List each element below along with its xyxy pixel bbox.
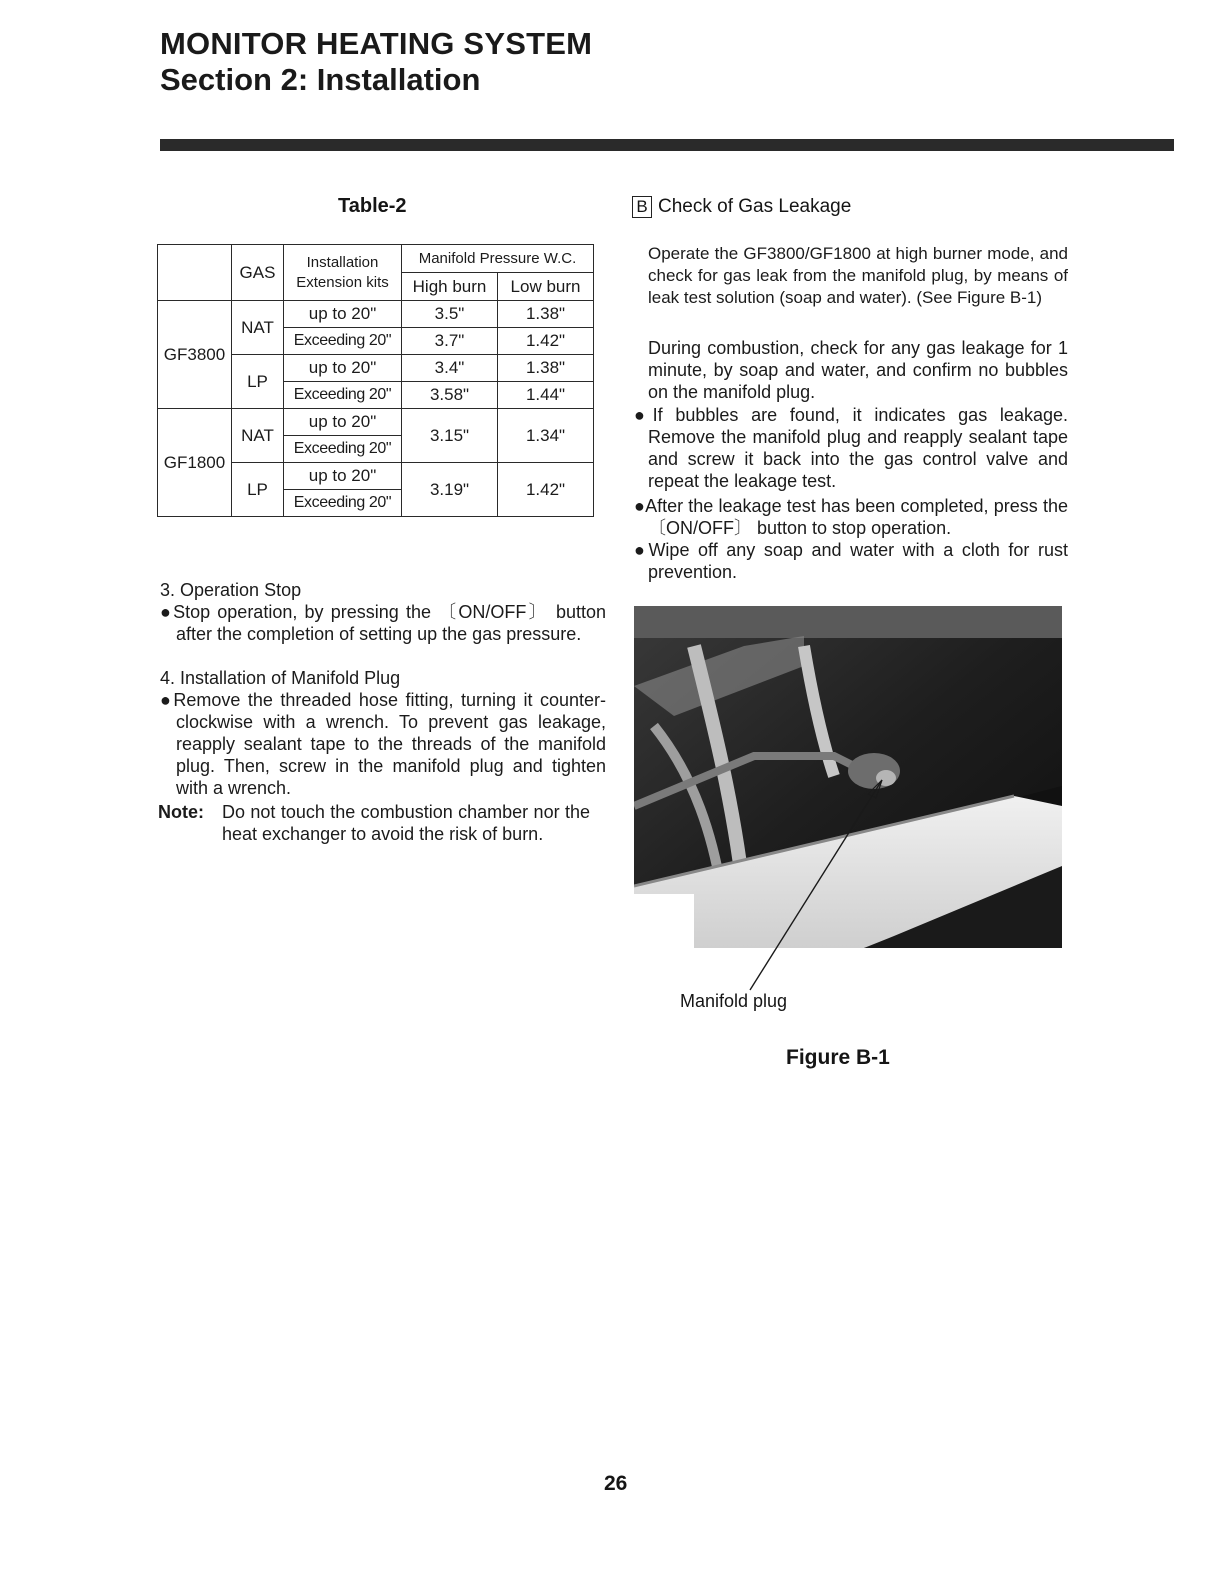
value-cell: 1.38" bbox=[498, 355, 594, 382]
figure-caption: Figure B-1 bbox=[786, 1046, 890, 1069]
kit-cell: up to 20" bbox=[284, 463, 402, 490]
step4-title: 4. Installation of Manifold Plug bbox=[160, 668, 401, 688]
leader-line bbox=[740, 768, 900, 994]
kit-cell: Exceeding 20" bbox=[284, 328, 402, 355]
value-cell: 3.4" bbox=[402, 355, 498, 382]
value-cell: 3.58" bbox=[402, 382, 498, 409]
kit-cell: up to 20" bbox=[284, 355, 402, 382]
kit-cell: Exceeding 20" bbox=[284, 382, 402, 409]
step3-title: 3. Operation Stop bbox=[160, 580, 302, 600]
leakage-para-1: Operate the GF3800/GF1800 at high burner mode, and check for gas leak from the manifold plug, by means of leak test solution (soap and water). (See Figure B-1) bbox=[648, 244, 1068, 307]
page-title: MONITOR HEATING SYSTEM bbox=[160, 26, 593, 61]
leakage-bullet-1: ●If bubbles are found, it indicates gas leakage. Remove the manifold plug and reapply sealant tape and screw it back into the gas control valve and repeat the leakage test. bbox=[634, 405, 1068, 491]
header-high-burn: High burn bbox=[402, 273, 498, 301]
header-manifold-pressure: Manifold Pressure W.C. bbox=[402, 245, 594, 273]
manifold-pressure-table bbox=[157, 244, 594, 517]
kit-cell: up to 20" bbox=[284, 409, 402, 436]
header-kits: Installation Extension kits bbox=[284, 245, 402, 301]
note-text: Do not touch the combustion chamber nor the heat exchanger to avoid the risk of burn. bbox=[222, 802, 590, 844]
value-cell: 1.42" bbox=[498, 463, 594, 517]
header-gas: GAS bbox=[232, 245, 284, 301]
value-cell: 1.42" bbox=[498, 328, 594, 355]
model-cell: GF3800 bbox=[158, 301, 232, 409]
manifold-plug-label: Manifold plug bbox=[680, 991, 788, 1011]
leakage-bullet-2: ●After the leakage test has been completed, press the 〔ON/OFF〕 button to stop operation. bbox=[634, 496, 1068, 538]
page-number: 26 bbox=[604, 1472, 628, 1495]
header-low-burn: Low burn bbox=[498, 273, 594, 301]
leakage-heading: Check of Gas Leakage bbox=[658, 196, 852, 217]
kit-cell: Exceeding 20" bbox=[284, 436, 402, 463]
value-cell: 1.38" bbox=[498, 301, 594, 328]
value-cell: 1.44" bbox=[498, 382, 594, 409]
kit-cell: up to 20" bbox=[284, 301, 402, 328]
gas-cell: LP bbox=[232, 355, 284, 409]
header-rule bbox=[160, 139, 1174, 151]
step4-bullet: ●Remove the threaded hose fitting, turning it counter-clockwise with a wrench. To prevent gas leakage, reapply sealant tape to the threads of the manifold plug. Then, screw in the manifold plug and tighten with a wrench. bbox=[160, 690, 606, 798]
value-cell: 3.15" bbox=[402, 409, 498, 463]
section-letter-box: B bbox=[632, 196, 652, 218]
table-caption: Table-2 bbox=[338, 195, 407, 217]
leakage-para-2: During combustion, check for any gas leakage for 1 minute, by soap and water, and confirm no bubbles on the manifold plug. bbox=[648, 338, 1068, 402]
gas-cell: NAT bbox=[232, 409, 284, 463]
value-cell: 3.19" bbox=[402, 463, 498, 517]
model-cell: GF1800 bbox=[158, 409, 232, 517]
leakage-bullet-3: ●Wipe off any soap and water with a cloth for rust prevention. bbox=[634, 540, 1068, 582]
value-cell: 1.34" bbox=[498, 409, 594, 463]
leakage-heading-row bbox=[632, 195, 851, 219]
step3-bullet: ●Stop operation, by pressing the 〔ON/OFF〕 button after the completion of setting up the gas pressure. bbox=[160, 602, 606, 644]
value-cell: 3.5" bbox=[402, 301, 498, 328]
value-cell: 3.7" bbox=[402, 328, 498, 355]
note-label: Note: bbox=[158, 802, 204, 822]
kit-cell: Exceeding 20" bbox=[284, 490, 402, 517]
section-title: Section 2: Installation bbox=[160, 62, 481, 97]
gas-cell: LP bbox=[232, 463, 284, 517]
table-corner-cell bbox=[158, 245, 232, 301]
gas-cell: NAT bbox=[232, 301, 284, 355]
